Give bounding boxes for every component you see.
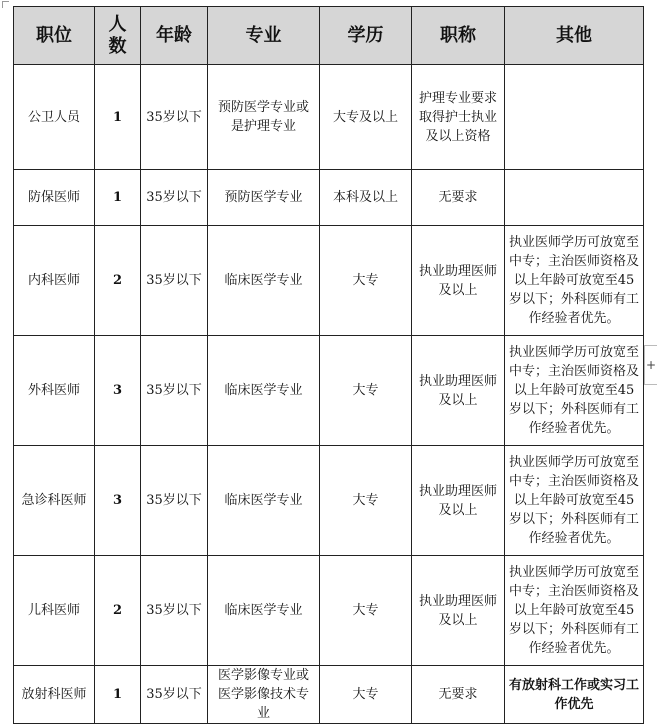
cell-education: 大专 [320, 556, 412, 666]
cell-education: 大专 [320, 226, 412, 336]
cell-education: 大专及以上 [320, 65, 412, 170]
table-row [14, 170, 644, 226]
cell-education: 大专 [320, 666, 412, 724]
table-row [14, 336, 644, 446]
cell-education: 本科及以上 [320, 170, 412, 226]
cell-other: 有放射科工作或实习工作优先 [505, 666, 644, 724]
cell-title: 执业助理医师及以上 [412, 226, 505, 336]
cell-major: 临床医学专业 [208, 446, 320, 556]
cell-major: 临床医学专业 [208, 226, 320, 336]
cell-position: 放射科医师 [14, 666, 95, 724]
cell-major: 临床医学专业 [208, 336, 320, 446]
cell-title: 执业助理医师及以上 [412, 336, 505, 446]
cell-count: 3 [95, 446, 141, 556]
cell-age: 35岁以下 [141, 65, 208, 170]
cell-major: 预防医学专业或是护理专业 [208, 65, 320, 170]
recruitment-table [13, 6, 644, 724]
header-count: 人数 [95, 7, 141, 65]
cell-title: 无要求 [412, 170, 505, 226]
header-education: 学历 [320, 7, 412, 65]
cell-other: 执业医师学历可放宽至中专；主治医师资格及以上年龄可放宽至45岁以下；外科医师有工作经验者优先。 [505, 556, 644, 666]
table-row [14, 65, 644, 170]
cell-position: 防保医师 [14, 170, 95, 226]
cell-position: 内科医师 [14, 226, 95, 336]
cell-education: 大专 [320, 336, 412, 446]
header-row [14, 7, 644, 65]
cell-major: 医学影像专业或医学影像技术专业 [208, 666, 320, 724]
cell-other: 执业医师学历可放宽至中专；主治医师资格及以上年龄可放宽至45岁以下；外科医师有工作经验者优先。 [505, 226, 644, 336]
cell-age: 35岁以下 [141, 226, 208, 336]
cell-position: 儿科医师 [14, 556, 95, 666]
cell-count: 1 [95, 666, 141, 724]
table-row [14, 446, 644, 556]
cell-title: 无要求 [412, 666, 505, 724]
cell-count: 2 [95, 226, 141, 336]
header-other: 其他 [505, 7, 644, 65]
table-row [14, 666, 644, 724]
cell-other [505, 170, 644, 226]
table-row [14, 556, 644, 666]
cell-title: 执业助理医师及以上 [412, 446, 505, 556]
cell-count: 1 [95, 65, 141, 170]
header-title: 职称 [412, 7, 505, 65]
cell-position: 公卫人员 [14, 65, 95, 170]
cell-position: 急诊科医师 [14, 446, 95, 556]
cell-age: 35岁以下 [141, 556, 208, 666]
cell-education: 大专 [320, 446, 412, 556]
cell-count: 1 [95, 170, 141, 226]
header-major: 专业 [208, 7, 320, 65]
cell-age: 35岁以下 [141, 170, 208, 226]
cell-age: 35岁以下 [141, 666, 208, 724]
cell-title: 执业助理医师及以上 [412, 556, 505, 666]
cell-position: 外科医师 [14, 336, 95, 446]
header-age: 年龄 [141, 7, 208, 65]
cell-count: 3 [95, 336, 141, 446]
cell-major: 预防医学专业 [208, 170, 320, 226]
cell-major: 临床医学专业 [208, 556, 320, 666]
page-corner-mark [2, 1, 9, 8]
header-position: 职位 [14, 7, 95, 65]
cell-other [505, 65, 644, 170]
cell-other: 执业医师学历可放宽至中专；主治医师资格及以上年龄可放宽至45岁以下；外科医师有工作经验者优先。 [505, 446, 644, 556]
cell-title: 护理专业要求取得护士执业及以上资格 [412, 65, 505, 170]
cell-age: 35岁以下 [141, 446, 208, 556]
cell-other: 执业医师学历可放宽至中专；主治医师资格及以上年龄可放宽至45岁以下；外科医师有工作经验者优先。 [505, 336, 644, 446]
expand-handle[interactable]: + [644, 345, 657, 385]
cell-count: 2 [95, 556, 141, 666]
cell-age: 35岁以下 [141, 336, 208, 446]
table-row [14, 226, 644, 336]
